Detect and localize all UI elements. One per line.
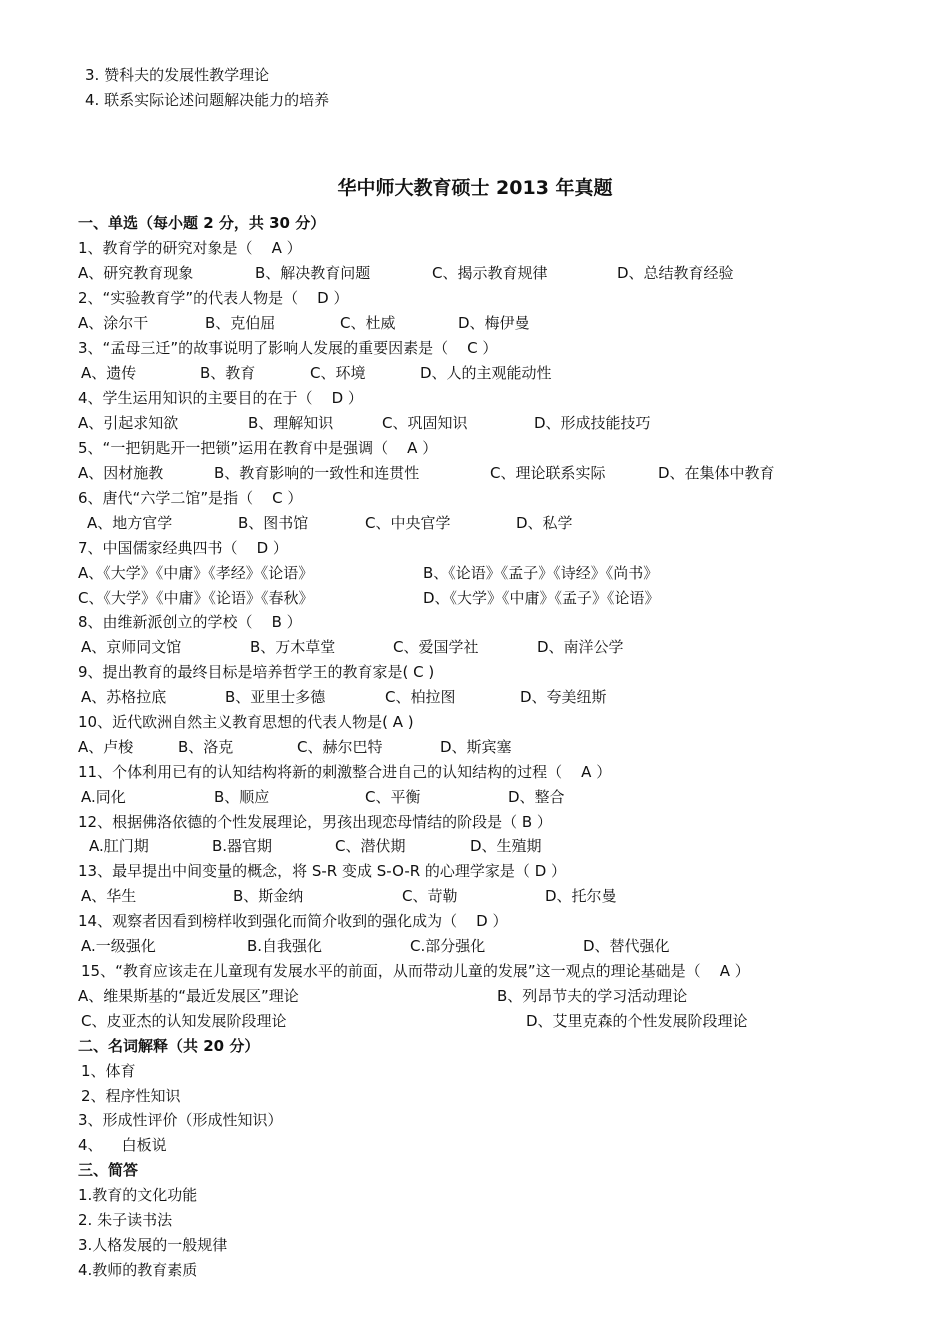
option: D、人的主观能动性 bbox=[420, 364, 552, 382]
option: A、涂尔干 bbox=[78, 314, 149, 332]
question-stem: 14、观察者因看到榜样收到强化而简介收到的强化成为（ D ） bbox=[78, 912, 508, 930]
option: D、生殖期 bbox=[470, 837, 542, 855]
question-stem: 12、根据佛洛依德的个性发展理论，男孩出现恋母情结的阶段是（ B ） bbox=[78, 813, 552, 831]
option: B、教育影响的一致性和连贯性 bbox=[214, 464, 420, 482]
term-item: 2、程序性知识 bbox=[81, 1087, 181, 1105]
option: B、克伯屈 bbox=[205, 314, 276, 332]
option: B、教育 bbox=[200, 364, 256, 382]
question-stem: 15、“教育应该走在儿童现有发展水平的前面，从而带动儿童的发展”这一观点的理论基础是（ A ） bbox=[81, 962, 750, 980]
option: A、维果斯基的“最近发展区”理论 bbox=[78, 987, 299, 1005]
option: A、地方官学 bbox=[87, 514, 173, 532]
option: C、柏拉图 bbox=[385, 688, 456, 706]
short-answer-item: 2. 朱子读书法 bbox=[78, 1211, 173, 1229]
question-stem: 1、教育学的研究对象是（ A ） bbox=[78, 239, 302, 257]
section-2-heading: 二、名词解释（共 20 分） bbox=[78, 1037, 260, 1055]
option: D、整合 bbox=[508, 788, 565, 806]
option: D、总结教育经验 bbox=[617, 264, 734, 282]
option: C、爱国学社 bbox=[393, 638, 479, 656]
option: B、图书馆 bbox=[238, 514, 309, 532]
option: A、卢梭 bbox=[78, 738, 134, 756]
term-item: 4、 白板说 bbox=[78, 1136, 167, 1154]
top-item-3: 3. 赞科夫的发展性教学理论 bbox=[85, 66, 270, 84]
option: B、亚里士多德 bbox=[225, 688, 326, 706]
question-stem: 11、个体利用已有的认知结构将新的刺激整合进自己的认知结构的过程（ A ） bbox=[78, 763, 612, 781]
option: C、中央官学 bbox=[365, 514, 451, 532]
option: B、《论语》《孟子》《诗经》《尚书》 bbox=[423, 564, 659, 582]
question-stem: 10、近代欧洲自然主义教育思想的代表人物是( A ) bbox=[78, 713, 414, 731]
option: A、因材施教 bbox=[78, 464, 164, 482]
option: A、华生 bbox=[81, 887, 137, 905]
question-stem: 3、“孟母三迁”的故事说明了影响人发展的重要因素是（ C ） bbox=[78, 339, 498, 357]
question-stem: 7、中国儒家经典四书（ D ） bbox=[78, 539, 288, 557]
option: D、《大学》《中庸》《孟子》《论语》 bbox=[423, 589, 660, 607]
option: A、引起求知欲 bbox=[78, 414, 179, 432]
option: A、苏格拉底 bbox=[81, 688, 167, 706]
option: C、巩固知识 bbox=[382, 414, 468, 432]
option: B、解决教育问题 bbox=[255, 264, 371, 282]
short-answer-item: 1.教育的文化功能 bbox=[78, 1186, 198, 1204]
option: D、替代强化 bbox=[583, 937, 670, 955]
option: A、京师同文馆 bbox=[81, 638, 182, 656]
question-stem: 8、由维新派创立的学校（ B ） bbox=[78, 613, 302, 631]
section-1-heading: 一、单选（每小题 2 分，共 30 分） bbox=[78, 214, 326, 232]
option: D、梅伊曼 bbox=[458, 314, 530, 332]
option: D、托尔曼 bbox=[545, 887, 617, 905]
question-stem: 4、学生运用知识的主要目的在于（ D ） bbox=[78, 389, 363, 407]
question-stem: 2、“实验教育学”的代表人物是（ D ） bbox=[78, 289, 349, 307]
option: A.同化 bbox=[81, 788, 126, 806]
option: B、列昂节夫的学习活动理论 bbox=[497, 987, 688, 1005]
option: D、艾里克森的个性发展阶段理论 bbox=[526, 1012, 748, 1030]
option: B.器官期 bbox=[212, 837, 273, 855]
term-item: 3、形成性评价（形成性知识） bbox=[78, 1111, 283, 1129]
option: C、环境 bbox=[310, 364, 366, 382]
option: D、斯宾塞 bbox=[440, 738, 512, 756]
option: A.肛门期 bbox=[89, 837, 149, 855]
option: C、杜威 bbox=[340, 314, 396, 332]
short-answer-item: 3.人格发展的一般规律 bbox=[78, 1236, 228, 1254]
option: B.自我强化 bbox=[247, 937, 323, 955]
option: C、潜伏期 bbox=[335, 837, 406, 855]
short-answer-item: 4.教师的教育素质 bbox=[78, 1261, 198, 1279]
option: C、理论联系实际 bbox=[490, 464, 606, 482]
option: D、夸美纽斯 bbox=[520, 688, 607, 706]
option: C、平衡 bbox=[365, 788, 421, 806]
option: A、研究教育现象 bbox=[78, 264, 194, 282]
option: C、苛勒 bbox=[402, 887, 458, 905]
option: D、私学 bbox=[516, 514, 573, 532]
option: D、在集体中教育 bbox=[658, 464, 775, 482]
option: B、斯金纳 bbox=[233, 887, 304, 905]
term-item: 1、体育 bbox=[81, 1062, 136, 1080]
option: B、顺应 bbox=[214, 788, 270, 806]
option: C、皮亚杰的认知发展阶段理论 bbox=[81, 1012, 287, 1030]
question-stem: 9、提出教育的最终目标是培养哲学王的教育家是( C ) bbox=[78, 663, 435, 681]
option: D、南洋公学 bbox=[537, 638, 624, 656]
option: A、《大学》《中庸》《孝经》《论语》 bbox=[78, 564, 314, 582]
question-stem: 13、最早提出中间变量的概念，将 S-R 变成 S-O-R 的心理学家是（ D ） bbox=[78, 862, 567, 880]
section-3-heading: 三、简答 bbox=[78, 1161, 139, 1179]
option: A.一级强化 bbox=[81, 937, 156, 955]
option: B、理解知识 bbox=[248, 414, 334, 432]
top-item-4: 4. 联系实际论述问题解决能力的培养 bbox=[85, 91, 330, 109]
option: C、揭示教育规律 bbox=[432, 264, 548, 282]
question-stem: 5、“一把钥匙开一把锁”运用在教育中是强调（ A ） bbox=[78, 439, 438, 457]
option: A、遗传 bbox=[81, 364, 137, 382]
option: D、形成技能技巧 bbox=[534, 414, 651, 432]
question-stem: 6、唐代“六学二馆”是指（ C ） bbox=[78, 489, 303, 507]
page-title: 华中师大教育硕士 2013 年真题 bbox=[337, 177, 613, 199]
option: C.部分强化 bbox=[410, 937, 486, 955]
option: C、赫尔巴特 bbox=[297, 738, 383, 756]
option: C、《大学》《中庸》《论语》《春秋》 bbox=[78, 589, 314, 607]
option: B、万木草堂 bbox=[250, 638, 336, 656]
option: B、洛克 bbox=[178, 738, 234, 756]
